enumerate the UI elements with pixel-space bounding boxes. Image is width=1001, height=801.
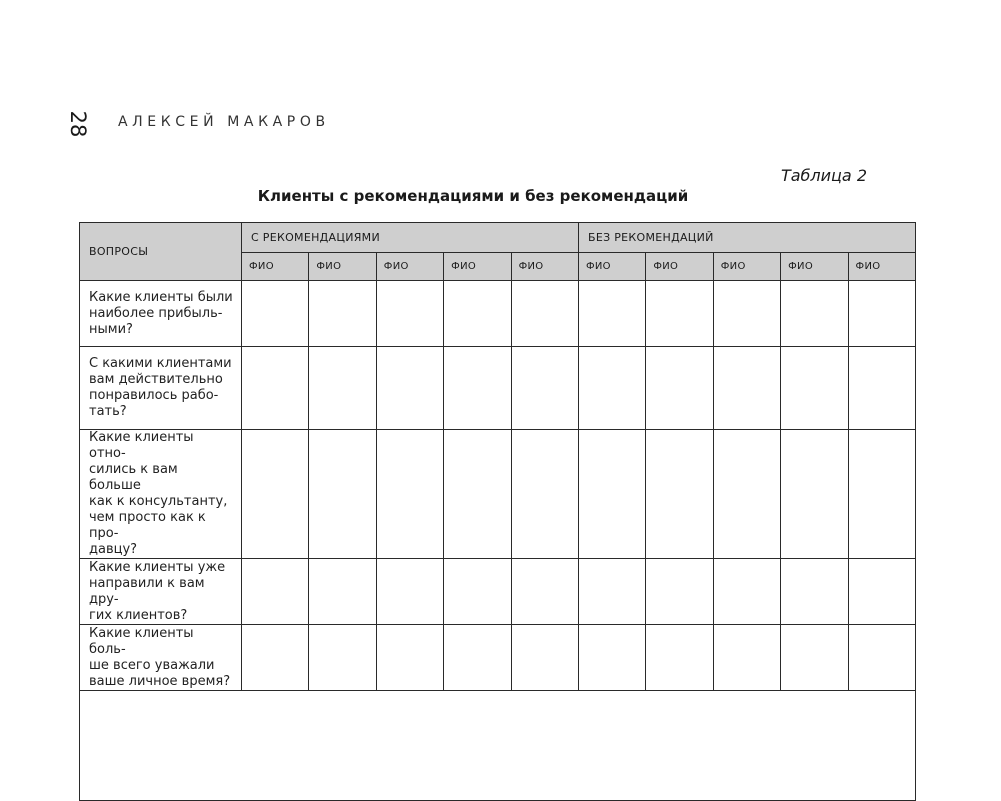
answer-cell[interactable]: [242, 347, 309, 430]
questions-header: ВОПРОСЫ: [80, 223, 242, 281]
clients-table: [79, 222, 916, 801]
fio-header: ФИО: [646, 253, 713, 281]
question-line: понравилось рабо-: [89, 388, 219, 403]
answer-cell[interactable]: [309, 281, 376, 347]
question-line: направили к вам дру-: [89, 575, 205, 607]
question-line: давцу?: [89, 542, 138, 557]
answer-cell[interactable]: [848, 625, 915, 691]
fio-header: ФИО: [444, 253, 511, 281]
answer-cell[interactable]: [242, 281, 309, 347]
answer-cell[interactable]: [848, 559, 915, 625]
question-line: С какими клиентами: [89, 356, 232, 371]
answer-cell[interactable]: [578, 281, 645, 347]
answer-cell[interactable]: [511, 430, 578, 559]
answer-cell[interactable]: [309, 347, 376, 430]
question-line: как к консультанту,: [89, 494, 228, 509]
answer-cell[interactable]: [376, 559, 443, 625]
answer-cell[interactable]: [242, 625, 309, 691]
answer-cell[interactable]: [646, 347, 713, 430]
question-line: Какие клиенты уже: [89, 559, 226, 575]
group-header-with-recommendations: С РЕКОМЕНДАЦИЯМИ: [242, 223, 579, 253]
answer-cell[interactable]: [781, 281, 848, 347]
question-cell: [80, 281, 242, 347]
answer-cell[interactable]: [646, 430, 713, 559]
table-title: Клиенты с рекомендациями и без рекомендаций: [257, 187, 689, 205]
answer-cell[interactable]: [309, 625, 376, 691]
answer-cell[interactable]: [376, 625, 443, 691]
question-line: Какие клиенты отно-: [89, 430, 194, 461]
answer-cell[interactable]: [713, 559, 780, 625]
answer-cell[interactable]: [646, 625, 713, 691]
answer-cell[interactable]: [578, 430, 645, 559]
question-line: тать?: [89, 404, 127, 419]
question-line: наиболее прибыль-: [89, 305, 223, 321]
answer-cell[interactable]: [511, 281, 578, 347]
question-cell: [80, 430, 242, 559]
question-row: [80, 347, 916, 430]
answer-cell[interactable]: [242, 430, 309, 559]
answer-cell[interactable]: [309, 559, 376, 625]
answer-cell[interactable]: [848, 430, 915, 559]
question-line: сились к вам больше: [89, 462, 178, 493]
answer-cell[interactable]: [309, 430, 376, 559]
question-row: [80, 625, 916, 691]
answer-cell[interactable]: [646, 281, 713, 347]
answer-cell[interactable]: [781, 625, 848, 691]
answer-cell[interactable]: [444, 625, 511, 691]
question-rows: [80, 281, 916, 691]
fio-header: ФИО: [713, 253, 780, 281]
answer-cell[interactable]: [242, 559, 309, 625]
group-header-without-recommendations: БЕЗ РЕКОМЕНДАЦИЙ: [578, 223, 915, 253]
question-line: чем просто как к про-: [89, 510, 206, 541]
answer-cell[interactable]: [713, 281, 780, 347]
fio-header: ФИО: [376, 253, 443, 281]
answer-cell[interactable]: [444, 430, 511, 559]
answer-cell[interactable]: [578, 347, 645, 430]
answer-cell[interactable]: [781, 347, 848, 430]
question-line: Какие клиенты боль-: [89, 625, 194, 657]
question-cell: [80, 347, 242, 430]
answer-cell[interactable]: [578, 559, 645, 625]
answer-cell[interactable]: [848, 281, 915, 347]
answer-cell[interactable]: [848, 347, 915, 430]
question-row: [80, 281, 916, 347]
question-line: ваше личное время?: [89, 673, 231, 689]
answer-cell[interactable]: [511, 625, 578, 691]
answer-cell[interactable]: [713, 625, 780, 691]
fio-header: ФИО: [578, 253, 645, 281]
question-line: Какие клиенты были: [89, 289, 233, 305]
question-row: [80, 430, 916, 559]
answer-cell[interactable]: [646, 559, 713, 625]
page-number: 28: [66, 110, 90, 138]
fio-header: ФИО: [781, 253, 848, 281]
question-line: ными?: [89, 321, 133, 337]
fio-header: ФИО: [242, 253, 309, 281]
question-cell: [80, 559, 242, 625]
answer-cell[interactable]: [578, 625, 645, 691]
answer-cell[interactable]: [713, 347, 780, 430]
question-row: [80, 559, 916, 625]
table-caption: Таблица 2: [780, 166, 867, 185]
answer-cell[interactable]: [444, 559, 511, 625]
fio-header: ФИО: [511, 253, 578, 281]
question-line: вам действительно: [89, 372, 223, 387]
answer-cell[interactable]: [713, 430, 780, 559]
answer-cell[interactable]: [444, 347, 511, 430]
answer-cell[interactable]: [781, 559, 848, 625]
answer-cell[interactable]: [511, 347, 578, 430]
fio-header: ФИО: [309, 253, 376, 281]
answer-cell[interactable]: [376, 430, 443, 559]
answer-cell[interactable]: [444, 281, 511, 347]
answer-cell[interactable]: [376, 347, 443, 430]
answer-cell[interactable]: [376, 281, 443, 347]
fio-header: ФИО: [848, 253, 915, 281]
empty-row: [80, 691, 916, 801]
empty-cell: [80, 691, 916, 801]
question-line: гих клиентов?: [89, 607, 188, 623]
question-line: ше всего уважали: [89, 657, 215, 673]
answer-cell[interactable]: [511, 559, 578, 625]
running-head: АЛЕКСЕЙ МАКАРОВ: [118, 114, 330, 130]
answer-cell[interactable]: [781, 430, 848, 559]
question-cell: [80, 625, 242, 691]
